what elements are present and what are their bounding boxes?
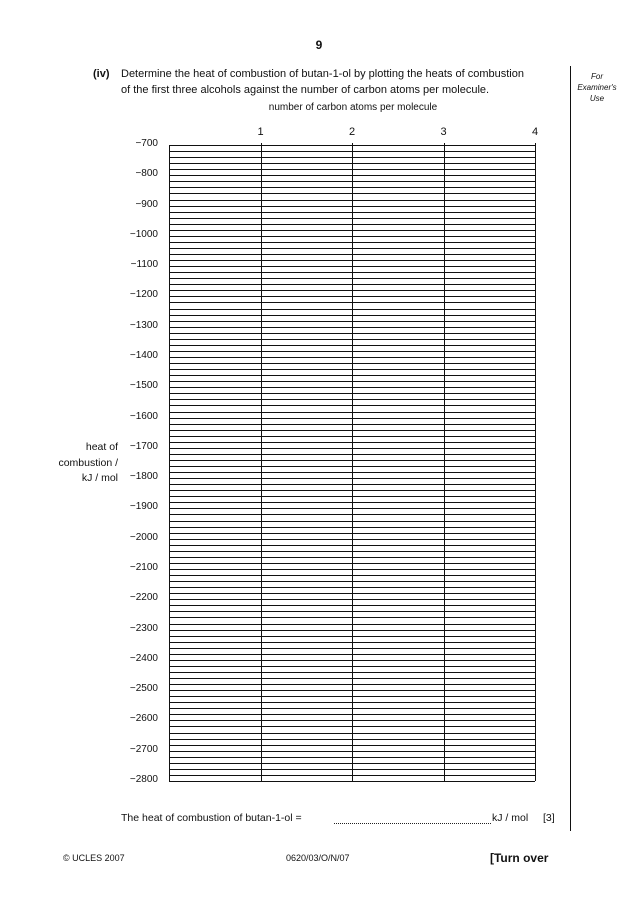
y-axis-title-line-2: combustion / [58,457,118,469]
answer-blank-line[interactable] [334,823,491,824]
y-tick-label: −1000 [129,228,158,240]
x-tick-label: 1 [257,126,264,138]
y-tick-label: −2500 [129,683,158,695]
y-tick-label: −2600 [129,713,158,725]
examiner-margin-label-1: For [591,72,603,81]
y-tick-label: −2200 [129,592,158,604]
y-axis-title-line-1: heat of [85,441,118,453]
y-tick-label: −2800 [129,774,158,785]
footer-copyright: © UCLES 2007 [63,853,125,863]
question-part-label: (iv) [93,68,110,80]
answer-label: The heat of combustion of butan-1-ol = [121,812,302,824]
footer-turn-over: [Turn over [490,851,549,865]
page-number: 9 [315,38,323,52]
y-tick-label: −1900 [129,501,158,513]
question-text-line-2: of the first three alcohols against the number of carbon atoms per molecule. [121,84,490,96]
y-tick-label: −1100 [130,259,158,271]
y-tick-label: −2300 [129,622,158,634]
graph-grid[interactable] [167,143,537,783]
answer-unit: kJ / mol [492,812,529,824]
question-text-line-1: Determine the heat of combustion of butan-1-ol by plotting the heats of combustion [121,68,524,80]
y-tick-label: −1500 [129,380,158,392]
footer-paper-code: 0620/03/O/N/07 [286,853,350,863]
x-tick-label: 3 [440,126,447,138]
y-tick-label: −1700 [129,440,158,452]
y-tick-label: −800 [135,168,158,180]
y-tick-label: −700 [135,138,158,149]
y-axis-title-line-3: kJ / mol [81,472,118,484]
y-tick-label: −1300 [129,319,158,331]
y-tick-label: −2000 [129,531,158,543]
examiner-margin-rule [570,66,571,831]
y-tick-label: −1400 [129,350,158,361]
x-axis-title: number of carbon atoms per molecule [268,102,438,113]
examiner-margin-label-2: Examiner's [577,83,617,92]
y-tick-label: −2100 [129,562,158,573]
y-tick-label: −1600 [129,410,158,422]
y-tick-label: −2700 [129,743,158,755]
x-tick-label: 4 [531,126,539,138]
marks-label: [3] [543,812,555,824]
x-tick-label: 2 [348,126,356,138]
y-tick-label: −2400 [129,652,158,664]
y-tick-label: −1800 [129,471,158,483]
y-tick-label: −900 [135,198,158,210]
examiner-margin-label-3: Use [589,94,605,103]
y-tick-label: −1200 [129,289,158,301]
